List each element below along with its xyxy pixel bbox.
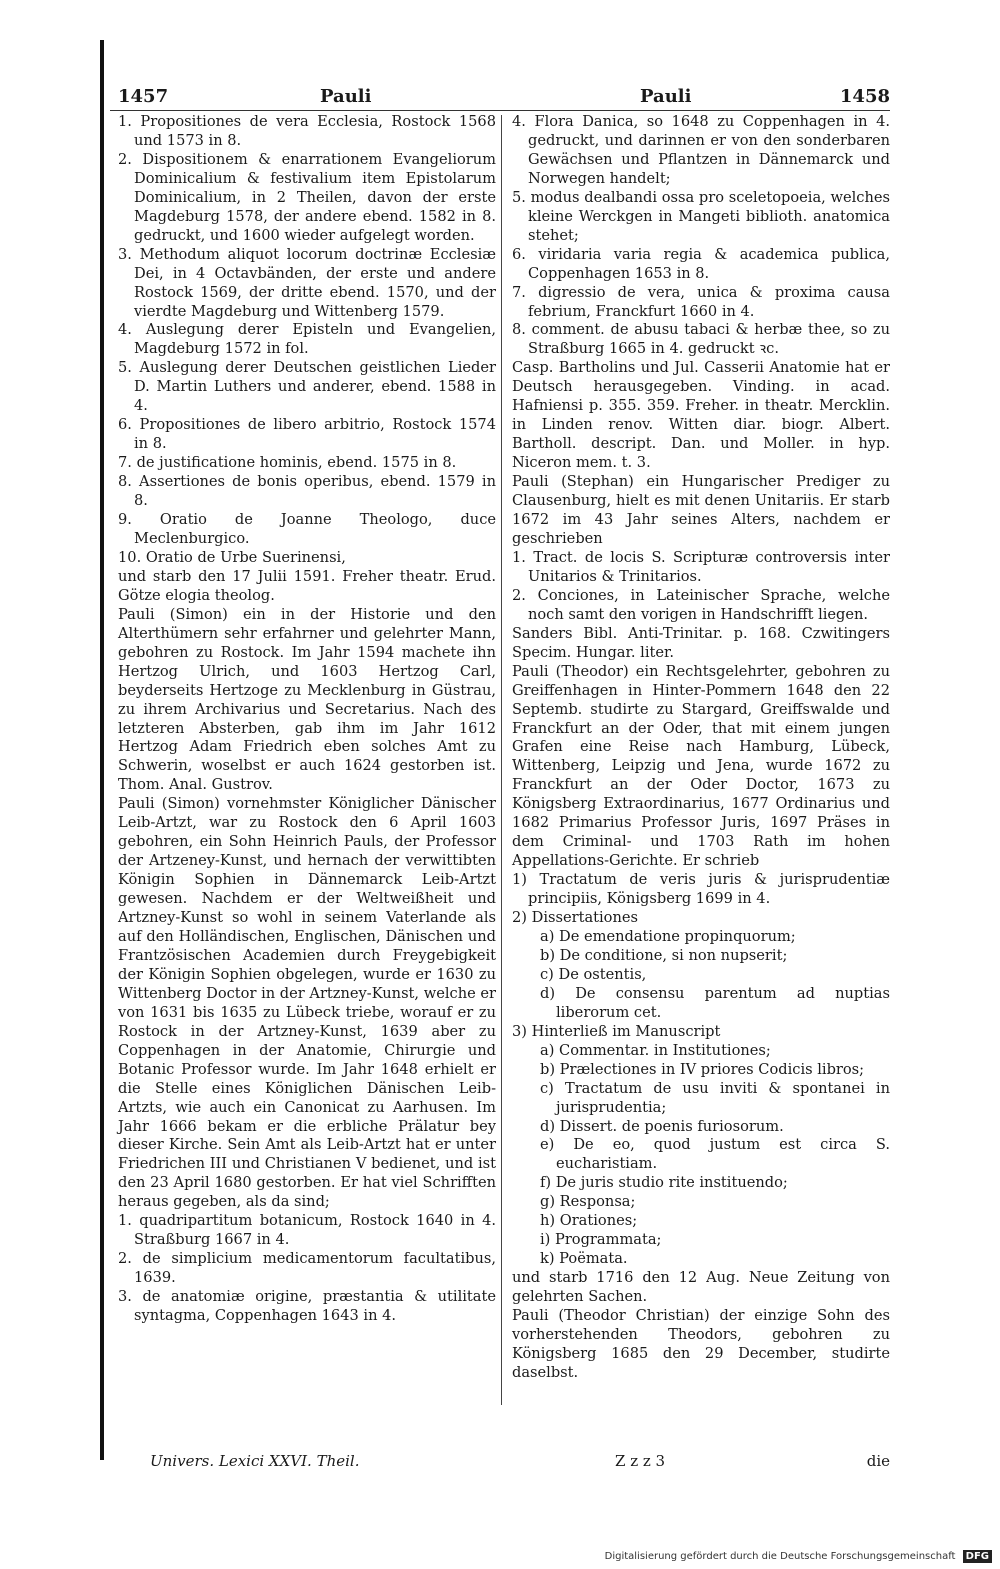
sub-item: h) Orationes; — [540, 1212, 638, 1230]
list-item: 9. Oratio de Joanne Theologo, duce Meclenburgico. — [118, 511, 496, 547]
signature-line: Univers. Lexici XXVI. Theil. — [150, 1452, 360, 1470]
list-item: 1. Propositiones de vera Ecclesia, Rostock 1568 und 1573 in 8. — [118, 113, 496, 149]
funding-note — [605, 1550, 992, 1563]
list-item: 5. Auslegung derer Deutschen geistlichen Lieder D. Martin Luthers und anderer, ebend. 1588 in 4. — [118, 359, 496, 415]
list-item: 10. Oratio de Urbe Suerinensi, — [118, 548, 346, 566]
entry-text: und starb 1716 den 12 Aug. Neue Zeitung von gelehrten Sachen. — [512, 1269, 890, 1306]
list-item: 6. viridaria varia regia & academica publica, Coppenhagen 1653 in 8. — [512, 245, 890, 282]
sub-item: b) Prælectiones in IV priores Codicis libros; — [540, 1060, 865, 1078]
sub-item: g) Responsa; — [540, 1193, 636, 1211]
book-page — [110, 80, 890, 1470]
sub-item: i) Programmata; — [540, 1231, 662, 1249]
entry-pauli-theodor: Pauli (Theodor) ein Rechtsgelehrter, gebohren zu Greiffenhagen in Hinter-Pommern 1648 den 22 Septemb. studirte zu Stargard, Greiffswalde und Franckfurt an der Oder, that mit einem jungen Grafen eine Reise nach Hamburg, Lübeck, Wittenberg, Leipzig und Jena, wurde 1672 zu Franckfurt an der Oder Doctor, 1673 zu Königsberg Extraordinarius, 1677 Ordinarius und 1682 Primarius Professor Juris, 1697 Präses in dem Criminal- und 1703 Rath im hohen Appellations-Gerichte. Er schrieb — [512, 662, 890, 870]
list-item: 4. Auslegung derer Episteln und Evangelien, Magdeburg 1572 in fol. — [118, 321, 496, 358]
list-item: 4. Flora Danica, so 1648 zu Coppenhagen in 4. gedruckt, und darinnen er von den sonderbaren Gewächsen und Pflantzen in Dännemarck und Norwegen handelt; — [512, 113, 890, 187]
column-divider — [501, 115, 502, 1405]
sub-item: e) De eo, quod justum est circa S. eucharistiam. — [540, 1136, 890, 1173]
sub-item: c) Tractatum de usu inviti & spontanei in jurisprudentia; — [540, 1079, 890, 1116]
sub-item: k) Poëmata. — [540, 1250, 628, 1268]
list-item: 3. de anatomiæ origine, præstantia & utilitate syntagma, Coppenhagen 1643 in 4. — [118, 1288, 496, 1325]
list-item: 2. Conciones, in Lateinischer Sprache, welche noch samt den vorigen in Handschrifft liegen. — [512, 586, 890, 623]
entry-pauli-stephan: Pauli (Stephan) ein Hungarischer Prediger zu Clausenburg, hielt es mit denen Unitariis. Er starb 1672 im 43 Jahr seines Alters, nachdem er geschrieben — [512, 473, 890, 547]
sub-item: a) Commentar. in Institutiones; — [540, 1041, 771, 1059]
signature-mark: Z z z 3 — [615, 1452, 666, 1470]
list-item: 1) Tractatum de veris juris & jurisprudentiæ principiis, Königsberg 1699 in 4. — [512, 871, 890, 908]
dfg-logo: DFG — [963, 1550, 992, 1563]
list-item: 3) Hinterließ im Manuscript — [512, 1022, 721, 1040]
list-item: 8. comment. de abusu tabaci & herbæ thee, so zu Straßburg 1665 in 4. gedruckt ꝛc. — [512, 321, 890, 358]
list-item: 8. Assertiones de bonis operibus, ebend. 1579 in 8. — [118, 473, 496, 510]
list-item: 2. de simplicium medicamentorum facultatibus, 1639. — [118, 1250, 496, 1287]
right-column — [512, 113, 890, 1383]
page-number-left: 1457 — [118, 86, 169, 107]
running-title-left: Pauli — [320, 86, 372, 107]
list-item: 5. modus dealbandi ossa pro sceletopoeia, welches kleine Werckgen in Mangeti biblioth. anatomica stehet; — [512, 188, 890, 244]
entry-text: Casp. Bartholins und Jul. Casserii Anatomie hat er Deutsch herausgegeben. Vinding. in acad. Hafniensi p. 355. 359. Freher. in theatr. Mercklin. in Linden renov. Witten diar. biogr. Albert. Bartholl. descript. Dan. und Moller. in hyp. Niceron mem. t. 3. — [512, 359, 890, 472]
funding-text: Digitalisierung gefördert durch die Deutsche Forschungsgemeinschaft — [604, 1551, 956, 1562]
entry-text: und starb den 17 Julii 1591. Freher theatr. Erud. Götze elogia theolog. — [118, 567, 496, 604]
sub-item: b) De conditione, si non nupserit; — [540, 946, 788, 964]
list-item: 2) Dissertationes — [512, 909, 638, 927]
sub-item: f) De juris studio rite instituendo; — [540, 1174, 788, 1192]
page-number-right: 1458 — [839, 86, 890, 107]
entry-pauli-simon-1: Pauli (Simon) ein in der Historie und den Alterthümern sehr erfahrner und gelehrter Mann, gebohren zu Rostock. Im Jahr 1594 machete ihn Hertzog Ulrich, und 1603 Hertzog Carl, beyderseits Hertzoge zu Mecklenburg in Güstrau, zu ihrem Archivarius und Secretarius. Nach des letzteren Absterben, gab ihm im Jahr 1612 Hertzog Adam Friedrich eben solches Amt zu Schwerin, woselbst er auch 1624 gestorben ist. Thom. Anal. Gustrov. — [118, 605, 496, 794]
list-item: 1. quadripartitum botanicum, Rostock 1640 in 4. Straßburg 1667 in 4. — [118, 1212, 496, 1249]
list-item: 6. Propositiones de libero arbitrio, Rostock 1574 in 8. — [118, 416, 496, 453]
list-item: 7. digressio de vera, unica & proxima causa febrium, Franckfurt 1660 in 4. — [512, 283, 890, 320]
entry-pauli-theodor-christian: Pauli (Theodor Christian) der einzige Sohn des vorherstehenden Theodors, gebohren zu Königsberg 1685 den 29 December, studirte daselbst. — [512, 1307, 890, 1381]
page-header — [110, 80, 890, 111]
sub-item: a) De emendatione propinquorum; — [540, 927, 796, 945]
sub-item: d) Dissert. de poenis furiosorum. — [540, 1117, 784, 1135]
sub-item: d) De consensu parentum ad nuptias liberorum cet. — [540, 984, 890, 1021]
running-title-right: Pauli — [640, 86, 692, 107]
list-item: 3. Methodum aliquot locorum doctrinæ Ecclesiæ Dei, in 4 Octavbänden, der erste und andere Rostock 1569, der dritte ebend. 1570, und der vierdte Magdeburg und Wittenberg 1579. — [118, 245, 496, 320]
entry-text: Sanders Bibl. Anti-Trinitar. p. 168. Czwitingers Specim. Hungar. liter. — [512, 624, 890, 661]
entry-pauli-simon-2: Pauli (Simon) vornehmster Königlicher Dänischer Leib-Artzt, war zu Rostock den 6 April 1603 gebohren, ein Sohn Heinrich Pauls, der Professor der Artzeney-Kunst, und hernach der verwittibten Königin Sophien in Dännemarck Leib-Artzt gewesen. Nachdem er der Weltweißheit und Artzney-Kunst so wohl in seinem Vaterlande als auf den Holländischen, Englischen, Dänischen und Frantzösischen Academien durch Freygebigkeit der Königin Sophien obgelegen, wurde er 1630 zu Wittenberg Doctor in der Artzney-Kunst, welche er von 1631 bis 1635 zu Lübeck triebe, worauf er zu Rostock in der Artzney-Kunst, 1639 aber zu Coppenhagen in der Anatomie, Chirurgie und Botanic Professor wurde. Im Jahr 1648 erhielt er die Stelle eines Königlichen Dänischen Leib-Artzts, wie auch ein Canonicat zu Aarhusen. Im Jahr 1666 bekam er die erbliche Prälatur bey dieser Kirche. Sein Amt als Leib-Artzt hat er unter Friedrichen III und Christianen V bedienet, und ist den 23 April 1680 gestorben. Er hat viel Schrifften heraus gegeben, als da sind; — [118, 795, 496, 1211]
list-item: 1. Tract. de locis S. Scripturæ controversis inter Unitarios & Trinitarios. — [512, 548, 890, 585]
left-column — [118, 113, 496, 1326]
scan-edge — [100, 40, 104, 1460]
list-item: 7. de justificatione hominis, ebend. 1575 in 8. — [118, 454, 457, 472]
list-item: 2. Dispositionem & enarrationem Evangeliorum Dominicalium & festivalium item Epistolarum Dominicalium, in 2 Theilen, davon der erste Magdeburg 1578, der andere ebend. 1582 in 8. gedruckt, und 1600 wieder aufgelegt worden. — [118, 150, 496, 244]
sub-item: c) De ostentis, — [540, 965, 647, 983]
catchword: die — [866, 1452, 890, 1470]
